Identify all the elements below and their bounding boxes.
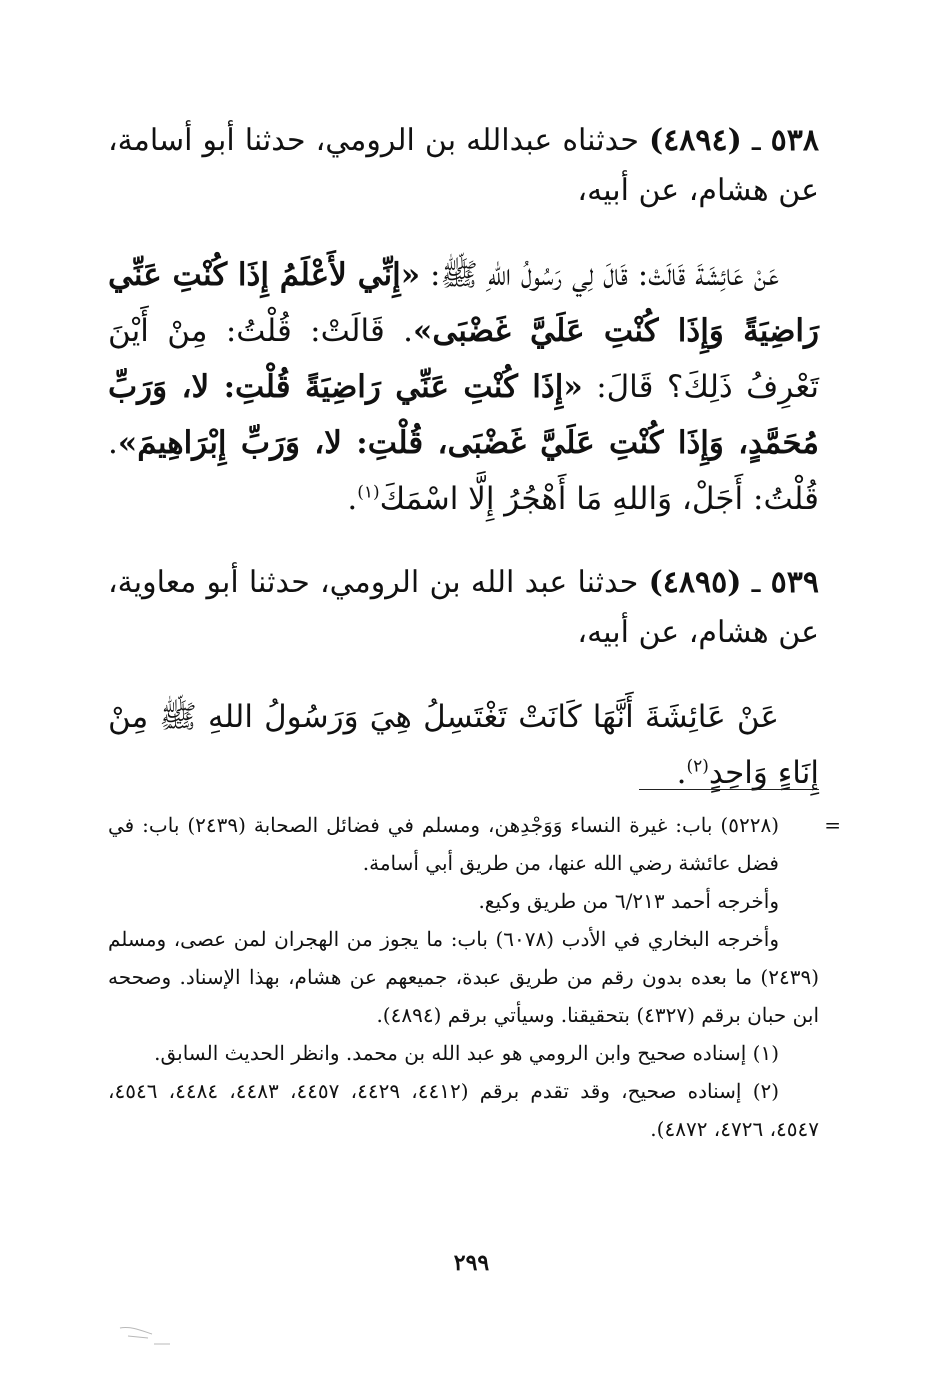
hadith-538-isnad bbox=[108, 116, 819, 216]
hadith-539-isnad bbox=[108, 558, 819, 658]
footnote-divider bbox=[639, 789, 819, 790]
hadith-reference: (٤٨٩٥) bbox=[648, 565, 742, 600]
footnotes bbox=[108, 806, 841, 1148]
prophet-quote-1: «إِنِّي لأَعْلَمُ إِذَا كُنْتِ عَنِّي رَاضِيَةً وَإِذَا كُنْتِ عَلَيَّ غَضْبَى» bbox=[108, 257, 819, 349]
isnad-text: حدثنا عبد الله بن الرومي، حدثنا أبو معاوية، عن هشام، عن أبيه، bbox=[108, 565, 819, 650]
footnote-continuation bbox=[108, 806, 841, 882]
hadith-reference: (٤٨٩٤) bbox=[648, 123, 742, 158]
matn-ending: . قُلْتُ: أَجَلْ، وَاللهِ مَا أَهْجُرُ إِلَّا اسْمَكَ bbox=[108, 425, 819, 517]
dash: ـ bbox=[741, 565, 761, 600]
continuation-text: (٥٢٢٨) باب: غيرة النساء وَوَجْدِهن، ومسلم في فضائل الصحابة (٢٤٣٩) باب: في فضل عائشة رضي الله عنها، من طريق أبي أسامة. bbox=[108, 813, 779, 875]
footnote-continuation-3: وأخرجه البخاري في الأدب (٦٠٧٨) باب: ما يجوز من الهجران لمن عصى، ومسلم (٢٤٣٩) ما بعده بدون رقم من طريق عبدة، جميعهم عن هشام، بهذا الإسناد. وصححه ابن حبان برقم (٤٣٢٧) بتحقيقنا. وسيأتي برقم (٤٨٩٤). bbox=[108, 927, 819, 1027]
hadith-number: ٥٣٨ bbox=[770, 123, 820, 158]
matn-middle: . قَالَتْ: قُلْتُ: مِنْ أَيْنَ تَعْرِفُ ذَلِكَ؟ قَالَ: bbox=[108, 313, 819, 405]
prophet-quote-2: «إِذَا كُنْتِ عَنِّي رَاضِيَةً قُلْتِ: لا، وَرَبِّ مُحَمَّدٍ، وَإِذَا كُنْتِ عَلَيَّ غَضْبَى، قُلْتِ: لا، وَرَبِّ إِبْرَاهِيمَ» bbox=[108, 369, 819, 461]
footnote-marker-1: (١) bbox=[357, 482, 380, 503]
hadith-number: ٥٣٩ bbox=[770, 565, 820, 600]
scan-artifact bbox=[118, 1322, 178, 1352]
main-text bbox=[108, 116, 819, 832]
page-number: ٢٩٩ bbox=[453, 1250, 490, 1276]
sentence-end: . bbox=[676, 755, 687, 791]
footnote-2: (٢) إسناده صحيح، وقد تقدم برقم (٤٤١٢، ٤٤٢٩، ٤٤٥٧، ٤٤٨٣، ٤٤٨٤، ٤٥٤٦، ٤٥٤٧، ٤٧٢٦، ٤٨٧٢). bbox=[108, 1079, 819, 1141]
dash: ـ bbox=[741, 123, 761, 158]
hadith-539 bbox=[108, 558, 819, 801]
hadith-539-matn bbox=[108, 689, 819, 801]
hadith-538-matn bbox=[108, 247, 819, 527]
footnote-continuation-2: وأخرجه أحمد ٦/٢١٣ من طريق وكيع. bbox=[478, 889, 779, 913]
continuation-mark: = bbox=[824, 813, 841, 837]
isnad-text: حدثناه عبدالله بن الرومي، حدثنا أبو أسامة، عن هشام، عن أبيه، bbox=[108, 123, 819, 208]
footnote-1: (١) إسناده صحيح وابن الرومي هو عبد الله بن محمد. وانظر الحديث السابق. bbox=[154, 1041, 779, 1065]
footnote-marker-2: (٢) bbox=[686, 756, 709, 777]
matn-intro: عَنْ عَائِشَةَ قَالَتْ: قَالَ لِي رَسُولُ اللهِ ﷺ: bbox=[430, 257, 779, 293]
matn-text: عَنْ عَائِشَةَ أَنَّهَا كَانَتْ تَغْتَسِلُ هِيَ وَرَسُولُ اللهِ ﷺ مِنْ إِنَاءٍ وَاحِدٍ bbox=[108, 699, 819, 791]
sentence-end: . bbox=[347, 481, 358, 517]
hadith-538 bbox=[108, 116, 819, 527]
